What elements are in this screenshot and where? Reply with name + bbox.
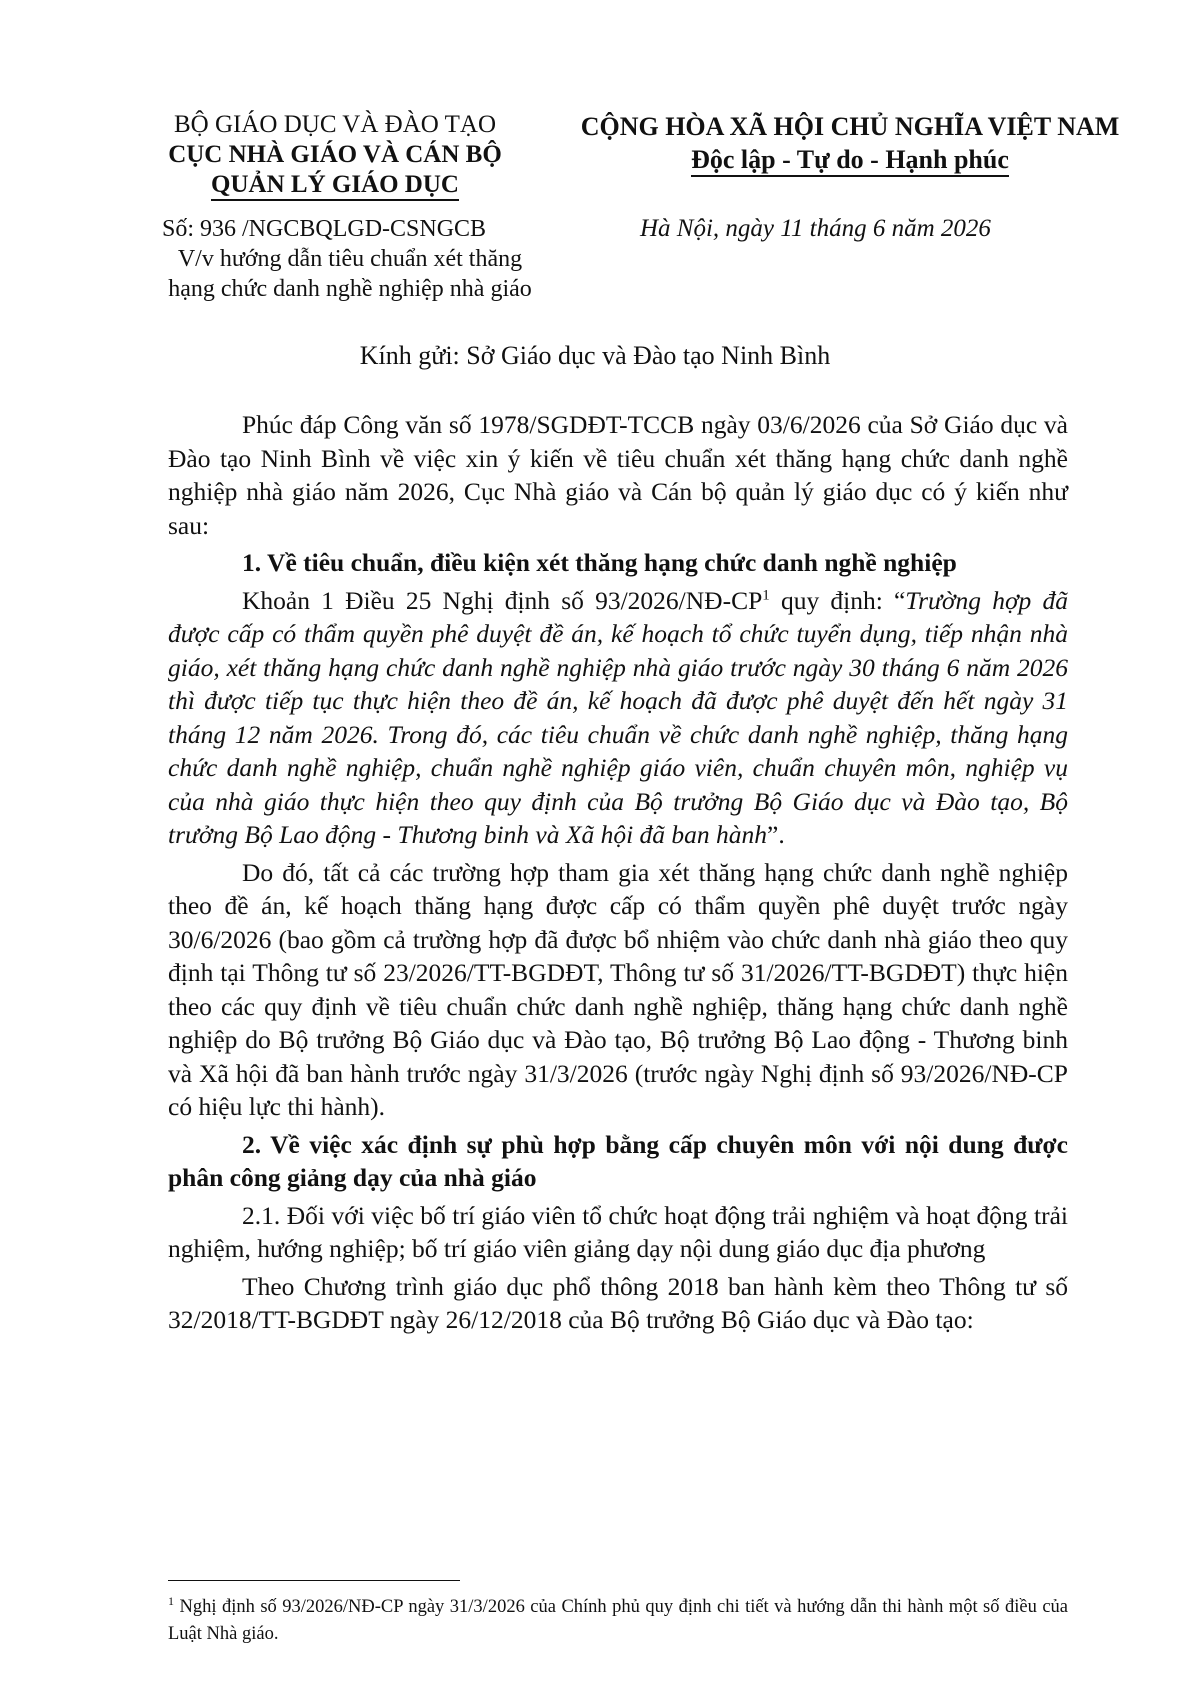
recipient-line: Kính gửi: Sở Giáo dục và Đào tạo Ninh Bình [359, 341, 831, 370]
national-motto: Độc lập - Tự do - Hạnh phúc [570, 143, 1130, 176]
issuing-agency-block [160, 110, 510, 200]
document-body [168, 408, 1068, 1341]
subsection-2-1: 2.1. Đối với việc bố trí giáo viên tổ chức hoạt động trải nghiệm và hoạt động trải nghiệm, hướng nghiệp; bố trí giáo viên giảng dạy nội dung giáo dục địa phương [168, 1200, 1068, 1263]
paragraph-legal-quote: Khoản 1 Điều 25 Nghị định số $93/2026/NĐ-CP^1$ quy định: “Trường hợp đã được cấp có thẩm quyền phê duyệt đề án, kế hoạch tổ chức tuyển dụng, tiếp nhận nhà giáo, xét thăng hạng chức danh nghề nghiệp nhà giáo trước ngày 30 tháng 6 năm 2026 thì được tiếp tục thực hiện theo đề án, kế hoạch đã được phê duyệt đến hết ngày 31 tháng 12 năm 2026. Trong đó, các tiêu chuẩn về chức danh nghề nghiệp, thăng hạng chức danh nghề nghiệp, chuẩn nghề nghiệp giáo viên, chuẩn chuyên môn, nghiệp vụ của nhà giáo thực hiện theo quy định của Bộ trưởng Bộ Giáo dục và Đào tạo, Bộ trưởng Bộ Lao động - Thương binh và Xã hội đã ban hành”. [168, 585, 1068, 849]
quoted-regulation: Trường hợp đã được cấp có thẩm quyền phê duyệt đề án, kế hoạch tổ chức tuyển dụng, tiếp nhận nhà giáo, xét thăng hạng chức danh nghề nghiệp nhà giáo trước ngày 30 tháng 6 năm 2026 thì được tiếp tục thực hiện theo đề án, kế hoạch đã được phê duyệt đến hết ngày 31 tháng 12 năm 2026. Trong đó, các tiêu chuẩn về chức danh nghề nghiệp, thăng hạng chức danh nghề nghiệp, chuẩn nghề nghiệp giáo viên, chuẩn chuyên môn, nghiệp vụ của nhà giáo thực hiện theo quy định của Bộ trưởng Bộ Giáo dục và Đào tạo, Bộ trưởng Bộ Lao động - Thương binh và Xã hội đã ban hành [168, 585, 1068, 849]
document-number: Số: 936 /NGCBQLGD-CSNGCB [162, 216, 487, 242]
paragraph-curriculum: Theo Chương trình giáo dục phổ thông 2018 ban hành kèm theo Thông tư số 32/2018/TT-BGDĐT ngày 26/12/2018 của Bộ trưởng Bộ Giáo dục và Đào tạo: [168, 1271, 1068, 1334]
agency-name-line2: QUẢN LÝ GIÁO DỤC [160, 170, 510, 200]
section-heading-1: 1. Về tiêu chuẩn, điều kiện xét thăng hạng chức danh nghề nghiệp [242, 548, 957, 577]
footnote-divider [168, 1580, 460, 1581]
paragraph-reply: Phúc đáp Công văn số 1978/SGDĐT-TCCB ngày 03/6/2026 của Sở Giáo dục và Đào tạo Ninh Bình về việc xin ý kiến về tiêu chuẩn xét thăng hạng chức danh nghề nghiệp nhà giáo năm 2026, Cục Nhà giáo và Cán bộ quản lý giáo dục có ý kiến như sau: [168, 410, 1068, 540]
document-subject: V/v hướng dẫn tiêu chuẩn xét thăng hạng chức danh nghề nghiệp nhà giáo [168, 246, 532, 302]
ministry-name: BỘ GIÁO DỤC VÀ ĐÀO TẠO [174, 111, 496, 138]
national-title-block [570, 110, 1130, 176]
country-name: CỘNG HÒA XÃ HỘI CHỦ NGHĨA VIỆT NAM [580, 112, 1120, 141]
paragraph-conclusion: Do đó, tất cả các trường hợp tham gia xét thăng hạng chức danh nghề nghiệp theo đề án, kế hoạch thăng hạng được cấp có thẩm quyền phê duyệt trước ngày 30/6/2026 (bao gồm cả trường hợp đã được bổ nhiệm vào chức danh nhà giáo theo quy định tại Thông tư số 23/2026/TT-BGDĐT, Thông tư số 31/2026/TT-BGDĐT) thực hiện theo các quy định về tiêu chuẩn chức danh nghề nghiệp, thăng hạng chức danh nghề nghiệp do Bộ trưởng Bộ Giáo dục và Đào tạo, Bộ trưởng Bộ Lao động - Thương binh và Xã hội đã ban hành trước ngày 31/3/2026 (trước ngày Nghị định số 93/2026/NĐ-CP có hiệu lực thi hành). [168, 857, 1068, 1121]
footnote-reference[interactable]: 1 [762, 587, 770, 603]
place-and-date: Hà Nội, ngày 11 tháng 6 năm 2026 [640, 215, 991, 242]
agency-name-line1: CỤC NHÀ GIÁO VÀ CÁN BỘ [168, 141, 502, 168]
footnote: $^1$ Nghị định số 93/2026/NĐ-CP ngày 31/3/2026 của Chính phủ quy định chi tiết và hướng dẫn thi hành một số điều của Luật Nhà giáo. [168, 1594, 1068, 1645]
section-heading-2: 2. Về việc xác định sự phù hợp bằng cấp chuyên môn với nội dung được phân công giảng dạy của nhà giáo [168, 1129, 1068, 1192]
